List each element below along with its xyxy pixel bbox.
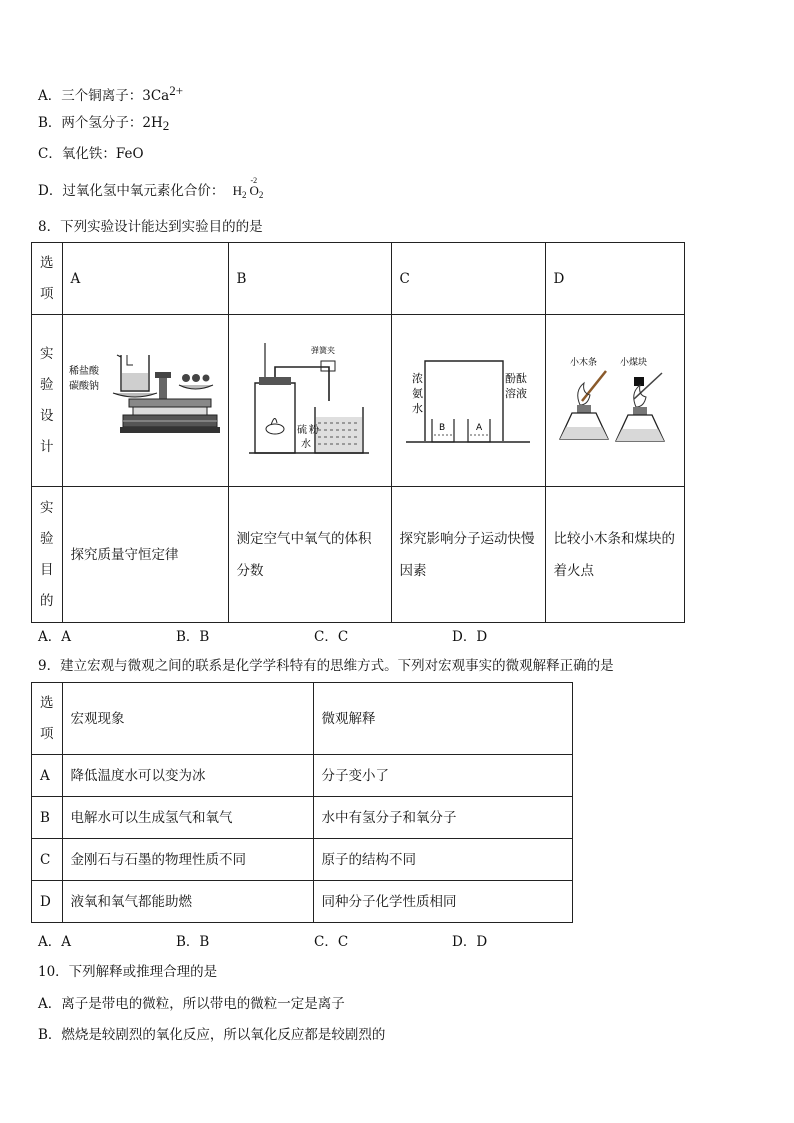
svg-text:B: B xyxy=(438,423,445,433)
q8-header-row xyxy=(32,243,685,315)
q8-design-d xyxy=(545,315,684,487)
svg-text:酚酞: 酚酞 xyxy=(504,372,527,385)
q7-option-c: C．氧化铁：FeO xyxy=(38,146,144,162)
q9-head-option: 选项 xyxy=(32,683,63,755)
svg-text:小木条: 小木条 xyxy=(569,358,597,368)
svg-text:溶液: 溶液 xyxy=(504,387,527,400)
svg-text:硫: 硫 xyxy=(296,425,307,436)
svg-text:水: 水 xyxy=(411,402,423,415)
q10-stem: 10．下列解释或推理合理的是 xyxy=(38,964,218,980)
table-row xyxy=(32,797,573,839)
q7-option-a: A．三个铜离子：3Ca2+ xyxy=(38,83,184,104)
q9-row-option: A xyxy=(32,755,63,797)
svg-text:弹簧夹: 弹簧夹 xyxy=(310,346,335,355)
q9-answer-b: B．B xyxy=(176,934,210,950)
q10-option-a: A．离子是带电的微粒，所以带电的微粒一定是离子 xyxy=(38,996,345,1012)
q9-row-micro: 同种分子化学性质相同 xyxy=(313,881,573,923)
q8-purpose-d: 比较小木条和煤块的着火点 xyxy=(545,487,684,623)
q8-purpose-b: 测定空气中氧气的体积分数 xyxy=(228,487,391,623)
q9-row-option: B xyxy=(32,797,63,839)
svg-text:碳酸钠: 碳酸钠 xyxy=(68,381,99,392)
q9-stem: 9．建立宏观与微观之间的联系是化学学科特有的思维方式。下列对宏观事实的微观解释正确的是 xyxy=(38,658,614,674)
svg-text:水: 水 xyxy=(300,439,311,450)
q9-answer-a: A．A xyxy=(38,934,71,950)
q8-answer-a: A．A xyxy=(38,629,71,645)
q8-head-label: 选项 xyxy=(32,243,63,315)
molecule-motion-image xyxy=(392,315,545,480)
q9-row-macro: 降低温度水可以变为冰 xyxy=(62,755,313,797)
q9-row-option: C xyxy=(32,839,63,881)
q8-answer-b: B．B xyxy=(176,629,210,645)
q8-col-b: B xyxy=(228,243,391,315)
q8-answer-d: D．D xyxy=(452,629,488,645)
balance-apparatus-image xyxy=(63,315,228,480)
q8-design-a xyxy=(62,315,228,487)
svg-text:稀盐酸: 稀盐酸 xyxy=(68,366,99,377)
q9-row-macro: 液氧和氧气都能助燃 xyxy=(62,881,313,923)
q9-row-micro: 水中有氢分子和氧分子 xyxy=(313,797,573,839)
q8-table xyxy=(31,242,685,623)
q9-answer-options xyxy=(38,930,590,950)
svg-text:氨: 氨 xyxy=(411,387,423,400)
q8-design-label: 实验设计 xyxy=(32,315,63,487)
q7-option-d: D．过氧化氢中氧元素化合价： $H_2$ -2 $O_2$ xyxy=(38,181,263,205)
q8-answer-options xyxy=(38,625,590,645)
table-row xyxy=(32,839,573,881)
q9-row-micro: 分子变小了 xyxy=(313,755,573,797)
q9-head-micro: 微观解释 xyxy=(313,683,573,755)
oxygen-measure-image xyxy=(229,315,391,480)
svg-text:粉: 粉 xyxy=(308,425,319,436)
q8-design-row xyxy=(32,315,685,487)
table-row xyxy=(32,881,573,923)
q9-answer-c: C．C xyxy=(314,934,349,950)
table-row xyxy=(32,755,573,797)
q8-purpose-label: 实验目的 xyxy=(32,487,63,623)
q8-stem: 8．下列实验设计能达到实验目的的是 xyxy=(38,219,263,235)
q9-head-macro: 宏观现象 xyxy=(62,683,313,755)
q9-row-micro: 原子的结构不同 xyxy=(313,839,573,881)
q9-row-macro: 电解水可以生成氢气和氧气 xyxy=(62,797,313,839)
ignition-point-image xyxy=(546,315,684,480)
q8-design-c xyxy=(391,315,545,487)
svg-text:浓: 浓 xyxy=(411,372,423,385)
svg-text:A: A xyxy=(475,423,482,433)
svg-text:小煤块: 小煤块 xyxy=(619,358,647,368)
q9-answer-d: D．D xyxy=(452,934,488,950)
q9-row-option: D xyxy=(32,881,63,923)
q8-answer-c: C．C xyxy=(314,629,349,645)
q9-header-row xyxy=(32,683,573,755)
q8-col-c: C xyxy=(391,243,545,315)
q8-col-a: A xyxy=(62,243,228,315)
q9-row-macro: 金刚石与石墨的物理性质不同 xyxy=(62,839,313,881)
q9-table xyxy=(31,682,573,923)
q7-option-b: B．两个氢分子：2H2 xyxy=(38,115,170,133)
valence-mark: -2 xyxy=(250,176,258,185)
q8-purpose-a: 探究质量守恒定律 xyxy=(62,487,228,623)
h2o2-formula: $H_2$ -2 $O_2$ xyxy=(233,183,264,198)
q8-purpose-row xyxy=(32,487,685,623)
q8-col-d: D xyxy=(545,243,684,315)
q8-purpose-c: 探究影响分子运动快慢因素 xyxy=(391,487,545,623)
q10-option-b: B．燃烧是较剧烈的氧化反应，所以氧化反应都是较剧烈的 xyxy=(38,1027,386,1043)
q8-design-b xyxy=(228,315,391,487)
